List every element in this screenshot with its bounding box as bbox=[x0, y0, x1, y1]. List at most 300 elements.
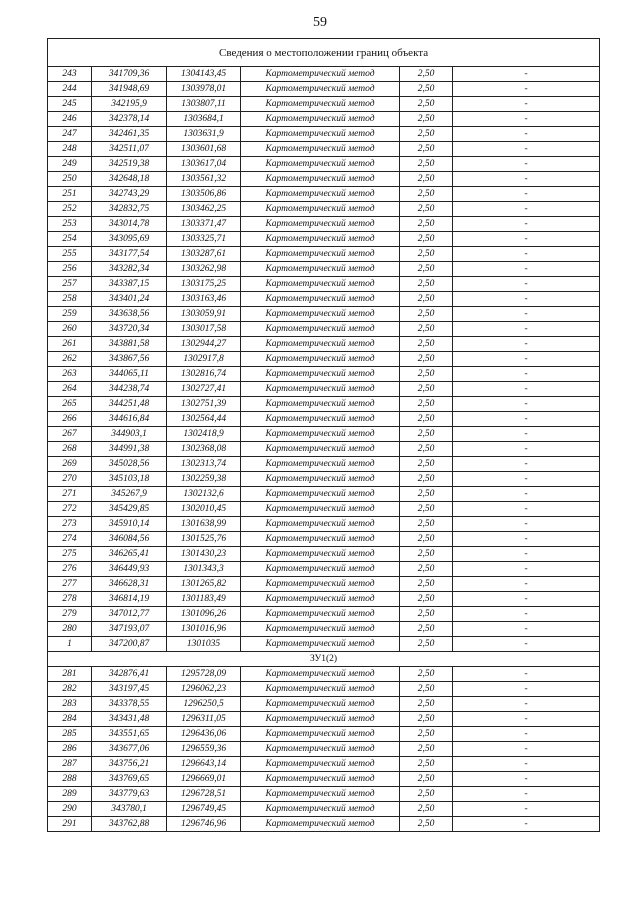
method-cell: Картометрический метод bbox=[241, 622, 400, 637]
table-row bbox=[48, 367, 600, 382]
method-cell: Картометрический метод bbox=[241, 277, 400, 292]
method-cell: Картометрический метод bbox=[241, 337, 400, 352]
x-coordinate-cell: 342832,75 bbox=[92, 202, 167, 217]
point-number-cell: 252 bbox=[48, 202, 92, 217]
method-cell: Картометрический метод bbox=[241, 772, 400, 787]
x-coordinate-cell: 345028,56 bbox=[92, 457, 167, 472]
note-cell: - bbox=[453, 397, 600, 412]
table-row bbox=[48, 142, 600, 157]
x-coordinate-cell: 344903,1 bbox=[92, 427, 167, 442]
note-cell: - bbox=[453, 382, 600, 397]
point-number-cell: 286 bbox=[48, 742, 92, 757]
accuracy-cell: 2,50 bbox=[400, 382, 453, 397]
x-coordinate-cell: 343014,78 bbox=[92, 217, 167, 232]
y-coordinate-cell: 1303175,25 bbox=[167, 277, 241, 292]
method-cell: Картометрический метод bbox=[241, 457, 400, 472]
point-number-cell: 263 bbox=[48, 367, 92, 382]
table-row bbox=[48, 412, 600, 427]
note-cell: - bbox=[453, 292, 600, 307]
accuracy-cell: 2,50 bbox=[400, 67, 453, 82]
x-coordinate-cell: 343677,06 bbox=[92, 742, 167, 757]
x-coordinate-cell: 345429,85 bbox=[92, 502, 167, 517]
table-row bbox=[48, 307, 600, 322]
point-number-cell: 244 bbox=[48, 82, 92, 97]
point-number-cell: 253 bbox=[48, 217, 92, 232]
note-cell: - bbox=[453, 97, 600, 112]
accuracy-cell: 2,50 bbox=[400, 82, 453, 97]
table-row bbox=[48, 592, 600, 607]
note-cell: - bbox=[453, 232, 600, 247]
accuracy-cell: 2,50 bbox=[400, 562, 453, 577]
note-cell: - bbox=[453, 757, 600, 772]
note-cell: - bbox=[453, 787, 600, 802]
accuracy-cell: 2,50 bbox=[400, 802, 453, 817]
method-cell: Картометрический метод bbox=[241, 397, 400, 412]
y-coordinate-cell: 1303601,68 bbox=[167, 142, 241, 157]
x-coordinate-cell: 343780,1 bbox=[92, 802, 167, 817]
table-row bbox=[48, 427, 600, 442]
note-cell: - bbox=[453, 607, 600, 622]
accuracy-cell: 2,50 bbox=[400, 232, 453, 247]
accuracy-cell: 2,50 bbox=[400, 427, 453, 442]
table-row bbox=[48, 517, 600, 532]
point-number-cell: 255 bbox=[48, 247, 92, 262]
point-number-cell: 273 bbox=[48, 517, 92, 532]
y-coordinate-cell: 1303371,47 bbox=[167, 217, 241, 232]
y-coordinate-cell: 1296559,36 bbox=[167, 742, 241, 757]
table-row bbox=[48, 772, 600, 787]
note-cell: - bbox=[453, 592, 600, 607]
table-row bbox=[48, 577, 600, 592]
accuracy-cell: 2,50 bbox=[400, 172, 453, 187]
point-number-cell: 271 bbox=[48, 487, 92, 502]
table-row bbox=[48, 502, 600, 517]
note-cell: - bbox=[453, 472, 600, 487]
point-number-cell: 247 bbox=[48, 127, 92, 142]
table-row bbox=[48, 67, 600, 82]
method-cell: Картометрический метод bbox=[241, 172, 400, 187]
x-coordinate-cell: 342519,38 bbox=[92, 157, 167, 172]
method-cell: Картометрический метод bbox=[241, 427, 400, 442]
note-cell: - bbox=[453, 532, 600, 547]
method-cell: Картометрический метод bbox=[241, 157, 400, 172]
x-coordinate-cell: 343551,65 bbox=[92, 727, 167, 742]
table-row bbox=[48, 202, 600, 217]
table-row bbox=[48, 727, 600, 742]
note-cell: - bbox=[453, 727, 600, 742]
note-cell: - bbox=[453, 352, 600, 367]
x-coordinate-cell: 344991,38 bbox=[92, 442, 167, 457]
point-number-cell: 269 bbox=[48, 457, 92, 472]
accuracy-cell: 2,50 bbox=[400, 472, 453, 487]
table-row bbox=[48, 172, 600, 187]
table-row bbox=[48, 382, 600, 397]
table-row bbox=[48, 532, 600, 547]
table-row bbox=[48, 217, 600, 232]
x-coordinate-cell: 343867,56 bbox=[92, 352, 167, 367]
section-label: ЗУ1(2) bbox=[48, 652, 600, 667]
point-number-cell: 272 bbox=[48, 502, 92, 517]
y-coordinate-cell: 1303287,61 bbox=[167, 247, 241, 262]
table-row bbox=[48, 277, 600, 292]
point-number-cell: 261 bbox=[48, 337, 92, 352]
x-coordinate-cell: 344238,74 bbox=[92, 382, 167, 397]
accuracy-cell: 2,50 bbox=[400, 97, 453, 112]
table-row bbox=[48, 472, 600, 487]
method-cell: Картометрический метод bbox=[241, 787, 400, 802]
method-cell: Картометрический метод bbox=[241, 592, 400, 607]
table-row bbox=[48, 682, 600, 697]
method-cell: Картометрический метод bbox=[241, 532, 400, 547]
y-coordinate-cell: 1304143,45 bbox=[167, 67, 241, 82]
note-cell: - bbox=[453, 217, 600, 232]
accuracy-cell: 2,50 bbox=[400, 127, 453, 142]
method-cell: Картометрический метод bbox=[241, 202, 400, 217]
accuracy-cell: 2,50 bbox=[400, 817, 453, 832]
accuracy-cell: 2,50 bbox=[400, 307, 453, 322]
y-coordinate-cell: 1303017,58 bbox=[167, 322, 241, 337]
accuracy-cell: 2,50 bbox=[400, 682, 453, 697]
point-number-cell: 270 bbox=[48, 472, 92, 487]
y-coordinate-cell: 1302313,74 bbox=[167, 457, 241, 472]
y-coordinate-cell: 1302816,74 bbox=[167, 367, 241, 382]
method-cell: Картометрический метод bbox=[241, 292, 400, 307]
note-cell: - bbox=[453, 262, 600, 277]
x-coordinate-cell: 344616,84 bbox=[92, 412, 167, 427]
y-coordinate-cell: 1296643,14 bbox=[167, 757, 241, 772]
method-cell: Картометрический метод bbox=[241, 727, 400, 742]
point-number-cell: 291 bbox=[48, 817, 92, 832]
boundary-table bbox=[47, 38, 600, 832]
point-number-cell: 268 bbox=[48, 442, 92, 457]
x-coordinate-cell: 346628,31 bbox=[92, 577, 167, 592]
accuracy-cell: 2,50 bbox=[400, 607, 453, 622]
section-row bbox=[48, 652, 600, 667]
y-coordinate-cell: 1301430,23 bbox=[167, 547, 241, 562]
y-coordinate-cell: 1301638,99 bbox=[167, 517, 241, 532]
note-cell: - bbox=[453, 667, 600, 682]
method-cell: Картометрический метод bbox=[241, 82, 400, 97]
note-cell: - bbox=[453, 367, 600, 382]
point-number-cell: 275 bbox=[48, 547, 92, 562]
x-coordinate-cell: 347012,77 bbox=[92, 607, 167, 622]
point-number-cell: 276 bbox=[48, 562, 92, 577]
note-cell: - bbox=[453, 742, 600, 757]
y-coordinate-cell: 1303631,9 bbox=[167, 127, 241, 142]
accuracy-cell: 2,50 bbox=[400, 487, 453, 502]
accuracy-cell: 2,50 bbox=[400, 442, 453, 457]
note-cell: - bbox=[453, 187, 600, 202]
note-cell: - bbox=[453, 142, 600, 157]
x-coordinate-cell: 343881,58 bbox=[92, 337, 167, 352]
point-number-cell: 266 bbox=[48, 412, 92, 427]
accuracy-cell: 2,50 bbox=[400, 322, 453, 337]
method-cell: Картометрический метод bbox=[241, 802, 400, 817]
y-coordinate-cell: 1296749,45 bbox=[167, 802, 241, 817]
x-coordinate-cell: 346084,56 bbox=[92, 532, 167, 547]
y-coordinate-cell: 1301016,96 bbox=[167, 622, 241, 637]
table-row bbox=[48, 742, 600, 757]
note-cell: - bbox=[453, 67, 600, 82]
table-row bbox=[48, 187, 600, 202]
method-cell: Картометрический метод bbox=[241, 712, 400, 727]
table-row bbox=[48, 112, 600, 127]
table-row bbox=[48, 607, 600, 622]
method-cell: Картометрический метод bbox=[241, 307, 400, 322]
point-number-cell: 284 bbox=[48, 712, 92, 727]
x-coordinate-cell: 345910,14 bbox=[92, 517, 167, 532]
accuracy-cell: 2,50 bbox=[400, 577, 453, 592]
table-row bbox=[48, 787, 600, 802]
method-cell: Картометрический метод bbox=[241, 502, 400, 517]
note-cell: - bbox=[453, 112, 600, 127]
note-cell: - bbox=[453, 712, 600, 727]
x-coordinate-cell: 342648,18 bbox=[92, 172, 167, 187]
x-coordinate-cell: 342511,07 bbox=[92, 142, 167, 157]
point-number-cell: 289 bbox=[48, 787, 92, 802]
point-number-cell: 249 bbox=[48, 157, 92, 172]
y-coordinate-cell: 1301343,3 bbox=[167, 562, 241, 577]
table-row bbox=[48, 442, 600, 457]
method-cell: Картометрический метод bbox=[241, 742, 400, 757]
method-cell: Картометрический метод bbox=[241, 487, 400, 502]
x-coordinate-cell: 343779,63 bbox=[92, 787, 167, 802]
y-coordinate-cell: 1302917,8 bbox=[167, 352, 241, 367]
table-title: Сведения о местоположении границ объекта bbox=[48, 39, 600, 67]
y-coordinate-cell: 1301035 bbox=[167, 637, 241, 652]
accuracy-cell: 2,50 bbox=[400, 532, 453, 547]
accuracy-cell: 2,50 bbox=[400, 262, 453, 277]
accuracy-cell: 2,50 bbox=[400, 367, 453, 382]
table-row bbox=[48, 232, 600, 247]
accuracy-cell: 2,50 bbox=[400, 337, 453, 352]
note-cell: - bbox=[453, 517, 600, 532]
note-cell: - bbox=[453, 817, 600, 832]
table-row bbox=[48, 817, 600, 832]
table-row bbox=[48, 802, 600, 817]
x-coordinate-cell: 343769,65 bbox=[92, 772, 167, 787]
y-coordinate-cell: 1301525,76 bbox=[167, 532, 241, 547]
y-coordinate-cell: 1296436,06 bbox=[167, 727, 241, 742]
method-cell: Картометрический метод bbox=[241, 127, 400, 142]
y-coordinate-cell: 1303807,11 bbox=[167, 97, 241, 112]
x-coordinate-cell: 345267,9 bbox=[92, 487, 167, 502]
y-coordinate-cell: 1296746,96 bbox=[167, 817, 241, 832]
table-row bbox=[48, 457, 600, 472]
method-cell: Картометрический метод bbox=[241, 352, 400, 367]
point-number-cell: 285 bbox=[48, 727, 92, 742]
x-coordinate-cell: 342876,41 bbox=[92, 667, 167, 682]
note-cell: - bbox=[453, 157, 600, 172]
point-number-cell: 251 bbox=[48, 187, 92, 202]
accuracy-cell: 2,50 bbox=[400, 352, 453, 367]
x-coordinate-cell: 343638,56 bbox=[92, 307, 167, 322]
method-cell: Картометрический метод bbox=[241, 412, 400, 427]
x-coordinate-cell: 343762,88 bbox=[92, 817, 167, 832]
x-coordinate-cell: 343378,55 bbox=[92, 697, 167, 712]
accuracy-cell: 2,50 bbox=[400, 457, 453, 472]
method-cell: Картометрический метод bbox=[241, 547, 400, 562]
accuracy-cell: 2,50 bbox=[400, 757, 453, 772]
point-number-cell: 246 bbox=[48, 112, 92, 127]
note-cell: - bbox=[453, 697, 600, 712]
accuracy-cell: 2,50 bbox=[400, 187, 453, 202]
accuracy-cell: 2,50 bbox=[400, 727, 453, 742]
note-cell: - bbox=[453, 82, 600, 97]
x-coordinate-cell: 347193,07 bbox=[92, 622, 167, 637]
note-cell: - bbox=[453, 337, 600, 352]
y-coordinate-cell: 1302418,9 bbox=[167, 427, 241, 442]
method-cell: Картометрический метод bbox=[241, 667, 400, 682]
x-coordinate-cell: 344065,11 bbox=[92, 367, 167, 382]
accuracy-cell: 2,50 bbox=[400, 397, 453, 412]
y-coordinate-cell: 1302368,08 bbox=[167, 442, 241, 457]
y-coordinate-cell: 1303059,91 bbox=[167, 307, 241, 322]
note-cell: - bbox=[453, 307, 600, 322]
y-coordinate-cell: 1303163,46 bbox=[167, 292, 241, 307]
accuracy-cell: 2,50 bbox=[400, 157, 453, 172]
x-coordinate-cell: 342743,29 bbox=[92, 187, 167, 202]
y-coordinate-cell: 1303561,32 bbox=[167, 172, 241, 187]
method-cell: Картометрический метод bbox=[241, 367, 400, 382]
accuracy-cell: 2,50 bbox=[400, 247, 453, 262]
point-number-cell: 283 bbox=[48, 697, 92, 712]
point-number-cell: 282 bbox=[48, 682, 92, 697]
table-row bbox=[48, 487, 600, 502]
method-cell: Картометрический метод bbox=[241, 112, 400, 127]
table-row bbox=[48, 292, 600, 307]
method-cell: Картометрический метод bbox=[241, 322, 400, 337]
accuracy-cell: 2,50 bbox=[400, 502, 453, 517]
x-coordinate-cell: 345103,18 bbox=[92, 472, 167, 487]
table-row bbox=[48, 697, 600, 712]
method-cell: Картометрический метод bbox=[241, 232, 400, 247]
y-coordinate-cell: 1296311,05 bbox=[167, 712, 241, 727]
point-number-cell: 265 bbox=[48, 397, 92, 412]
x-coordinate-cell: 341948,69 bbox=[92, 82, 167, 97]
point-number-cell: 279 bbox=[48, 607, 92, 622]
note-cell: - bbox=[453, 127, 600, 142]
table-row bbox=[48, 397, 600, 412]
point-number-cell: 267 bbox=[48, 427, 92, 442]
method-cell: Картометрический метод bbox=[241, 142, 400, 157]
x-coordinate-cell: 346265,41 bbox=[92, 547, 167, 562]
table-row bbox=[48, 127, 600, 142]
accuracy-cell: 2,50 bbox=[400, 112, 453, 127]
y-coordinate-cell: 1302259,38 bbox=[167, 472, 241, 487]
point-number-cell: 250 bbox=[48, 172, 92, 187]
note-cell: - bbox=[453, 637, 600, 652]
accuracy-cell: 2,50 bbox=[400, 697, 453, 712]
table-row bbox=[48, 262, 600, 277]
note-cell: - bbox=[453, 502, 600, 517]
table-row bbox=[48, 97, 600, 112]
point-number-cell: 278 bbox=[48, 592, 92, 607]
y-coordinate-cell: 1303262,98 bbox=[167, 262, 241, 277]
note-cell: - bbox=[453, 202, 600, 217]
point-number-cell: 287 bbox=[48, 757, 92, 772]
table-row bbox=[48, 667, 600, 682]
y-coordinate-cell: 1301096,26 bbox=[167, 607, 241, 622]
y-coordinate-cell: 1295728,09 bbox=[167, 667, 241, 682]
x-coordinate-cell: 343197,45 bbox=[92, 682, 167, 697]
table-row bbox=[48, 547, 600, 562]
table-row bbox=[48, 712, 600, 727]
table-row bbox=[48, 352, 600, 367]
table-row bbox=[48, 622, 600, 637]
accuracy-cell: 2,50 bbox=[400, 622, 453, 637]
point-number-cell: 254 bbox=[48, 232, 92, 247]
table-row bbox=[48, 247, 600, 262]
accuracy-cell: 2,50 bbox=[400, 292, 453, 307]
method-cell: Картометрический метод bbox=[241, 562, 400, 577]
method-cell: Картометрический метод bbox=[241, 262, 400, 277]
point-number-cell: 245 bbox=[48, 97, 92, 112]
x-coordinate-cell: 342195,9 bbox=[92, 97, 167, 112]
y-coordinate-cell: 1302010,45 bbox=[167, 502, 241, 517]
accuracy-cell: 2,50 bbox=[400, 592, 453, 607]
note-cell: - bbox=[453, 802, 600, 817]
point-number-cell: 262 bbox=[48, 352, 92, 367]
point-number-cell: 288 bbox=[48, 772, 92, 787]
note-cell: - bbox=[453, 547, 600, 562]
method-cell: Картометрический метод bbox=[241, 472, 400, 487]
y-coordinate-cell: 1301183,49 bbox=[167, 592, 241, 607]
note-cell: - bbox=[453, 247, 600, 262]
method-cell: Картометрический метод bbox=[241, 517, 400, 532]
note-cell: - bbox=[453, 322, 600, 337]
accuracy-cell: 2,50 bbox=[400, 217, 453, 232]
method-cell: Картометрический метод bbox=[241, 442, 400, 457]
point-number-cell: 258 bbox=[48, 292, 92, 307]
point-number-cell: 264 bbox=[48, 382, 92, 397]
y-coordinate-cell: 1303506,86 bbox=[167, 187, 241, 202]
x-coordinate-cell: 342378,14 bbox=[92, 112, 167, 127]
accuracy-cell: 2,50 bbox=[400, 277, 453, 292]
table-row bbox=[48, 757, 600, 772]
x-coordinate-cell: 343282,34 bbox=[92, 262, 167, 277]
y-coordinate-cell: 1303462,25 bbox=[167, 202, 241, 217]
x-coordinate-cell: 346449,93 bbox=[92, 562, 167, 577]
x-coordinate-cell: 341709,36 bbox=[92, 67, 167, 82]
y-coordinate-cell: 1302727,41 bbox=[167, 382, 241, 397]
accuracy-cell: 2,50 bbox=[400, 712, 453, 727]
table-row bbox=[48, 562, 600, 577]
note-cell: - bbox=[453, 682, 600, 697]
point-number-cell: 280 bbox=[48, 622, 92, 637]
x-coordinate-cell: 343756,21 bbox=[92, 757, 167, 772]
note-cell: - bbox=[453, 172, 600, 187]
y-coordinate-cell: 1303325,71 bbox=[167, 232, 241, 247]
point-number-cell: 243 bbox=[48, 67, 92, 82]
method-cell: Картометрический метод bbox=[241, 637, 400, 652]
x-coordinate-cell: 343387,15 bbox=[92, 277, 167, 292]
y-coordinate-cell: 1302751,39 bbox=[167, 397, 241, 412]
accuracy-cell: 2,50 bbox=[400, 547, 453, 562]
note-cell: - bbox=[453, 442, 600, 457]
method-cell: Картометрический метод bbox=[241, 247, 400, 262]
method-cell: Картометрический метод bbox=[241, 217, 400, 232]
x-coordinate-cell: 343401,24 bbox=[92, 292, 167, 307]
note-cell: - bbox=[453, 562, 600, 577]
point-number-cell: 257 bbox=[48, 277, 92, 292]
y-coordinate-cell: 1296250,5 bbox=[167, 697, 241, 712]
x-coordinate-cell: 343177,54 bbox=[92, 247, 167, 262]
note-cell: - bbox=[453, 577, 600, 592]
table-row bbox=[48, 322, 600, 337]
table-row bbox=[48, 337, 600, 352]
accuracy-cell: 2,50 bbox=[400, 637, 453, 652]
